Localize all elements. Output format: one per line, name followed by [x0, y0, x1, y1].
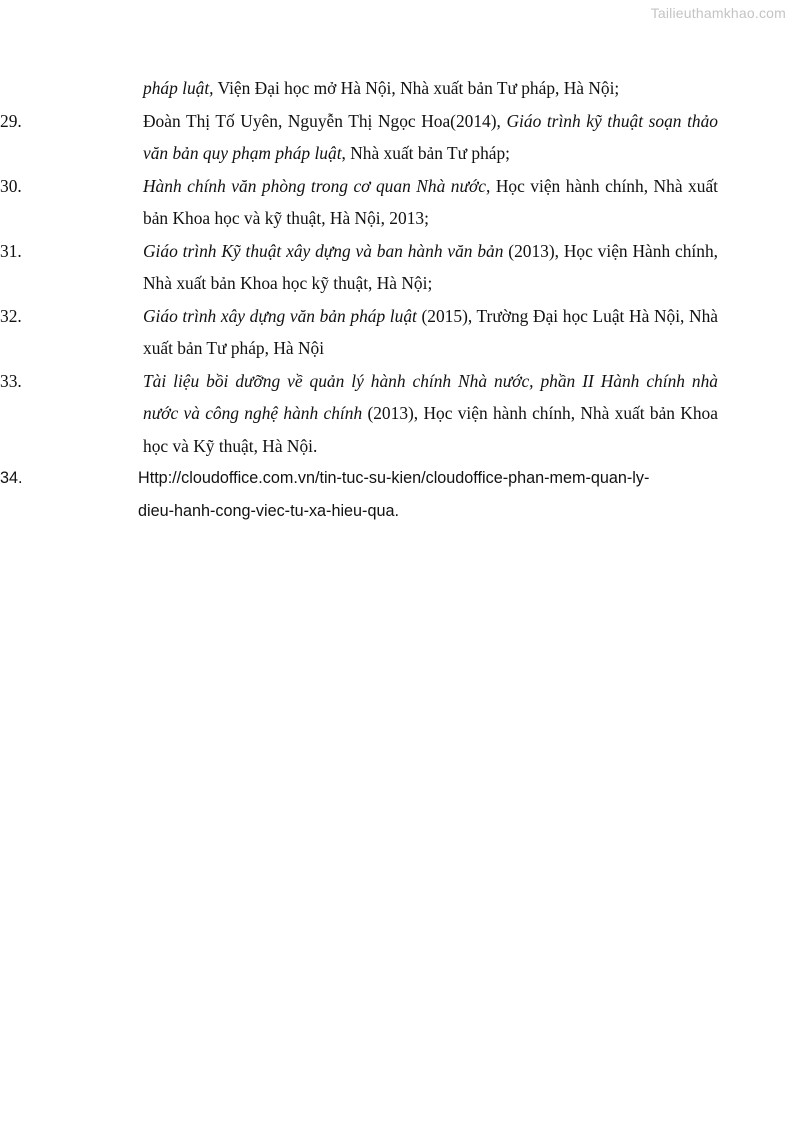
reference-item-34: [0, 462, 718, 527]
reference-url-line-2: dieu-hanh-cong-viec-tu-xa-hieu-qua.: [138, 501, 399, 520]
reference-number: 31.: [0, 240, 22, 261]
reference-details: (2013), Học viện hành chính, Nhà xuất bản Khoa học và Kỹ thuật, Hà Nội.: [143, 403, 718, 456]
reference-number: 29.: [0, 110, 22, 131]
reference-title: Giáo trình Kỹ thuật xây dựng và ban hành văn bản: [143, 240, 504, 261]
reference-url-line-1: Http://cloudoffice.com.vn/tin-tuc-su-kien/cloudoffice-phan-mem-quan-ly-: [138, 469, 650, 487]
reference-title: Tài liệu bồi dưỡng về quản lý hành chính Nhà nước, phần II Hành chính nhà nước và công nghệ hành chính: [143, 370, 718, 423]
reference-item-30: [0, 170, 718, 235]
reference-number: 32.: [0, 305, 22, 326]
reference-details: , Nhà xuất bản Tư pháp;: [341, 143, 511, 163]
reference-number: 33.: [0, 370, 22, 391]
reference-number: 34.: [0, 469, 23, 487]
watermark: Tailieuthamkhao.com: [650, 5, 786, 21]
reference-details: (2015), Trường Đại học Luật Hà Nội, Nhà xuất bản Tư pháp, Hà Nội: [143, 305, 718, 358]
reference-title: Giáo trình xây dựng văn bản pháp luật: [143, 305, 417, 326]
reference-details: Viện Đại học mở Hà Nội, Nhà xuất bản Tư pháp, Hà Nội;: [213, 78, 620, 98]
reference-title: Hành chính văn phòng trong cơ quan Nhà nước: [143, 175, 486, 196]
reference-authors: Đoàn Thị Tố Uyên, Nguyễn Thị Ngọc Hoa(2014),: [143, 110, 507, 131]
reference-item-29: [0, 105, 718, 170]
reference-item-31: [0, 235, 718, 300]
reference-item-28-continued: [0, 72, 718, 105]
reference-item-33: [0, 365, 718, 463]
reference-title: Giáo trình kỹ thuật soạn thảo văn bản quy phạm pháp luật: [143, 110, 718, 163]
reference-number: 30.: [0, 175, 22, 196]
reference-details: , Học viện hành chính, Nhà xuất bản Khoa học và kỹ thuật, Hà Nội, 2013;: [143, 175, 718, 228]
reference-list: [0, 72, 794, 527]
reference-item-32: [0, 300, 718, 365]
reference-details: (2013), Học viện Hành chính, Nhà xuất bản Khoa học kỹ thuật, Hà Nội;: [143, 240, 718, 293]
reference-title: pháp luật,: [143, 78, 214, 98]
